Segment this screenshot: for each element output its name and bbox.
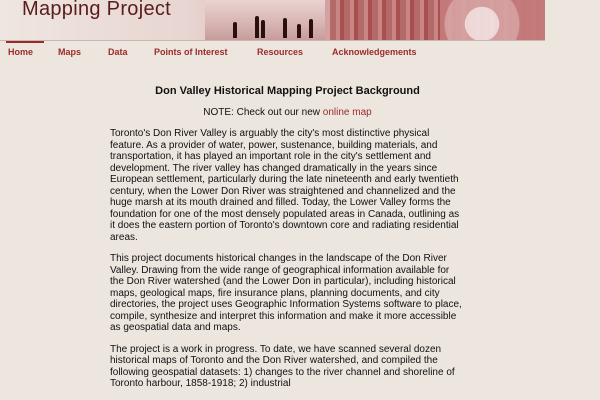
nav-acknowledgements[interactable]: Acknowledgements (332, 47, 417, 57)
paragraph-project: This project documents historical changes in the landscape of the Don River Valley. Drawing from the wide range of geographical information available for the Don River watershed (and the Lower Don in particular), including historical maps, geological maps, fire insurance plans, planning documents, and city directories, the project uses Geographic Information Systems software to place, compile, synthesize and interpret this information and make it more accessible as geospatial data and maps. (110, 253, 462, 333)
main-content (110, 85, 465, 400)
note-line (110, 107, 465, 118)
page-title: Don Valley Historical Mapping Project Background (155, 85, 420, 97)
banner-photo-people (205, 0, 325, 40)
paragraph-progress: The project is a work in progress. To date, we have scanned several dozen historical maps of Toronto and the Don River watershed, and compiled the following geospatial datasets: 1) changes to the river channel and shoreline of Toronto harbour, 1858-1918; 2) industrial (110, 343, 455, 389)
site-title: Mapping Project (22, 0, 172, 20)
nav-points-of-interest[interactable]: Points of Interest (154, 47, 228, 57)
nav-data[interactable]: Data (108, 47, 128, 57)
nav-resources[interactable]: Resources (257, 47, 304, 57)
active-nav-marker (6, 41, 44, 43)
nav-home[interactable]: Home (8, 47, 34, 57)
note-text: NOTE: Check out our new (203, 107, 320, 118)
paragraph-intro: Toronto's Don River Valley is arguably the city's most distinctive physical feature. As a provider of water, power, sustenance, building materials, and transportation, it has played an important role in the city's settlement and development. The river valley has changed dramatically in the years since European settlement, particularly during the late nineteenth and early twentieth century, when the Lower Don River was straightened and channelized and the huge marsh at its mouth drained and filled. Today, the Lower Valley forms the foundation for one of the most densely populated areas in Canada, outlining as it does the eastern portion of Toronto's downtown core and radiating residential areas. (110, 128, 460, 243)
header-banner (0, 0, 545, 40)
main-navigation (0, 40, 545, 62)
banner-historical-map (440, 0, 545, 40)
online-map-link[interactable]: online map (322, 107, 372, 118)
nav-maps[interactable]: Maps (58, 47, 82, 57)
